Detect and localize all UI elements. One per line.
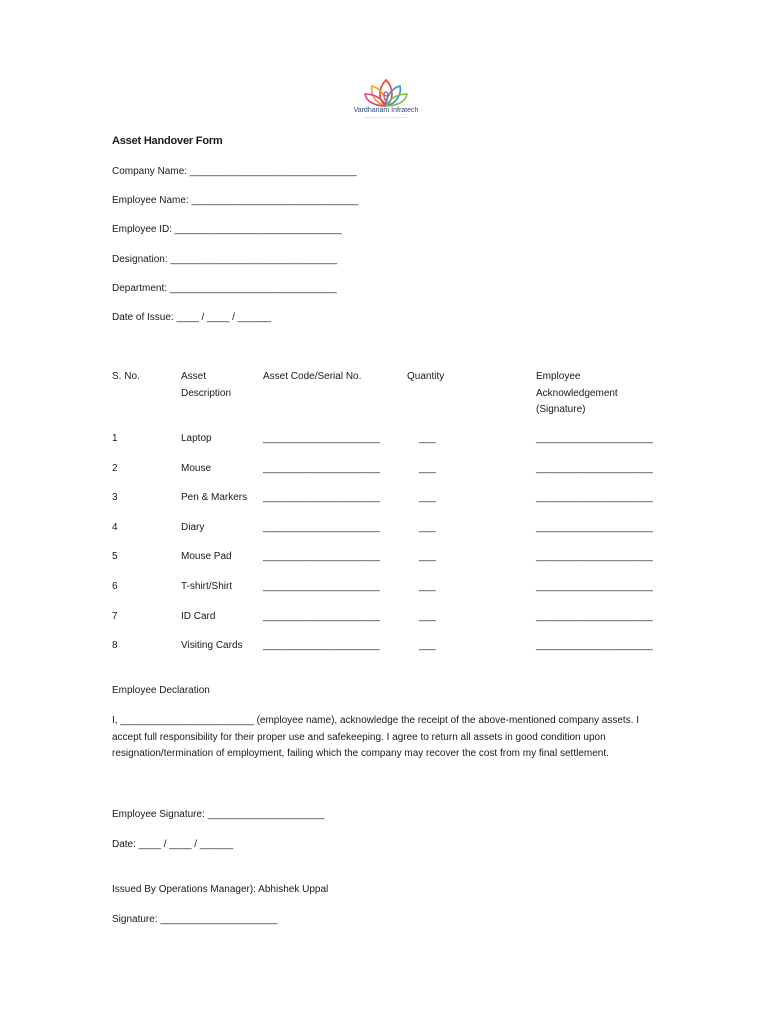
issuer-signature-field[interactable]: Signature: _____________________: [112, 914, 278, 925]
header-ack-line3: (Signature): [536, 404, 586, 415]
header-ack-line2: Acknowledgement: [536, 387, 618, 399]
row-signature-field[interactable]: _____________________: [536, 433, 653, 444]
row-asset-code-field[interactable]: _____________________: [263, 551, 380, 562]
row-quantity-field[interactable]: ___: [419, 611, 436, 622]
issued-by-text: Issued By Operations Manager): Abhishek Uppal: [112, 884, 329, 895]
employee-name-field[interactable]: Employee Name: ______________________________: [112, 195, 359, 206]
row-asset-code-field[interactable]: _____________________: [263, 522, 380, 533]
row-asset-description: Visiting Cards: [181, 640, 243, 651]
row-quantity-field[interactable]: ___: [419, 463, 436, 474]
header-asset-code: Asset Code/Serial No.: [263, 371, 362, 382]
row-asset-description: ID Card: [181, 611, 216, 622]
row-number: 2: [112, 463, 118, 474]
row-number: 6: [112, 581, 118, 592]
department-field[interactable]: Department: ______________________________: [112, 283, 337, 294]
employee-id-field[interactable]: Employee ID: ______________________________: [112, 224, 342, 235]
row-quantity-field[interactable]: ___: [419, 433, 436, 444]
header-asset-line1: Asset: [181, 371, 207, 382]
row-quantity-field[interactable]: ___: [419, 551, 436, 562]
header-asset-description: [181, 369, 231, 402]
header-quantity: Quantity: [407, 371, 445, 382]
row-asset-code-field[interactable]: _____________________: [263, 611, 380, 622]
declaration-date-field[interactable]: Date: ____ / ____ / ______: [112, 839, 234, 850]
row-signature-field[interactable]: _____________________: [536, 581, 653, 592]
row-asset-code-field[interactable]: _____________________: [263, 463, 380, 474]
declaration-text: I, ________________________ (employee name), acknowledge the receipt of the above-mentioned company assets. I accept full responsibility for their proper use and safekeeping. I agree to return all assets in good condition upon resignation/termination of employment, failing which the company may recover the cost from my final settlement.: [112, 715, 640, 759]
row-asset-description: Mouse Pad: [181, 551, 232, 562]
row-quantity-field[interactable]: ___: [419, 640, 436, 651]
row-signature-field[interactable]: _____________________: [536, 551, 653, 562]
row-signature-field[interactable]: _____________________: [536, 522, 653, 533]
lotus-icon: [364, 78, 408, 108]
row-number: 4: [112, 522, 118, 533]
row-number: 3: [112, 492, 118, 503]
header-ack-line1: Employee: [536, 371, 581, 382]
company-logo: [350, 78, 422, 128]
logo-company-name: Vardhanam Infratech: [353, 107, 419, 114]
row-asset-description: T-shirt/Shirt: [181, 581, 233, 592]
row-number: 7: [112, 611, 118, 622]
date-of-issue-field[interactable]: Date of Issue: ____ / ____ / ______: [112, 312, 272, 323]
row-asset-description: Laptop: [181, 433, 212, 444]
row-number: 5: [112, 551, 118, 562]
header-acknowledgement: [536, 369, 618, 419]
row-signature-field[interactable]: _____________________: [536, 611, 653, 622]
header-asset-line2: Description: [181, 387, 232, 399]
company-name-field[interactable]: Company Name: ______________________________: [112, 166, 357, 177]
row-number: 1: [112, 433, 118, 444]
row-quantity-field[interactable]: ___: [419, 581, 436, 592]
row-asset-code-field[interactable]: _____________________: [263, 433, 380, 444]
row-asset-code-field[interactable]: _____________________: [263, 492, 380, 503]
row-quantity-field[interactable]: ___: [419, 522, 436, 533]
row-signature-field[interactable]: _____________________: [536, 463, 653, 474]
designation-field[interactable]: Designation: ______________________________: [112, 254, 338, 265]
header-sno: S. No.: [112, 371, 140, 382]
row-asset-description: Diary: [181, 522, 205, 533]
row-signature-field[interactable]: _____________________: [536, 640, 653, 651]
row-signature-field[interactable]: _____________________: [536, 492, 653, 503]
row-asset-description: Mouse: [181, 463, 212, 474]
form-title: Asset Handover Form: [112, 135, 223, 147]
row-asset-code-field[interactable]: _____________________: [263, 581, 380, 592]
row-number: 8: [112, 640, 118, 651]
row-quantity-field[interactable]: ___: [419, 492, 436, 503]
row-asset-code-field[interactable]: _____________________: [263, 640, 380, 651]
row-asset-description: Pen & Markers: [181, 492, 248, 503]
logo-tagline: — — — — — — — — — —: [364, 115, 408, 119]
employee-signature-field[interactable]: Employee Signature: _____________________: [112, 809, 325, 820]
declaration-heading: Employee Declaration: [112, 685, 210, 696]
